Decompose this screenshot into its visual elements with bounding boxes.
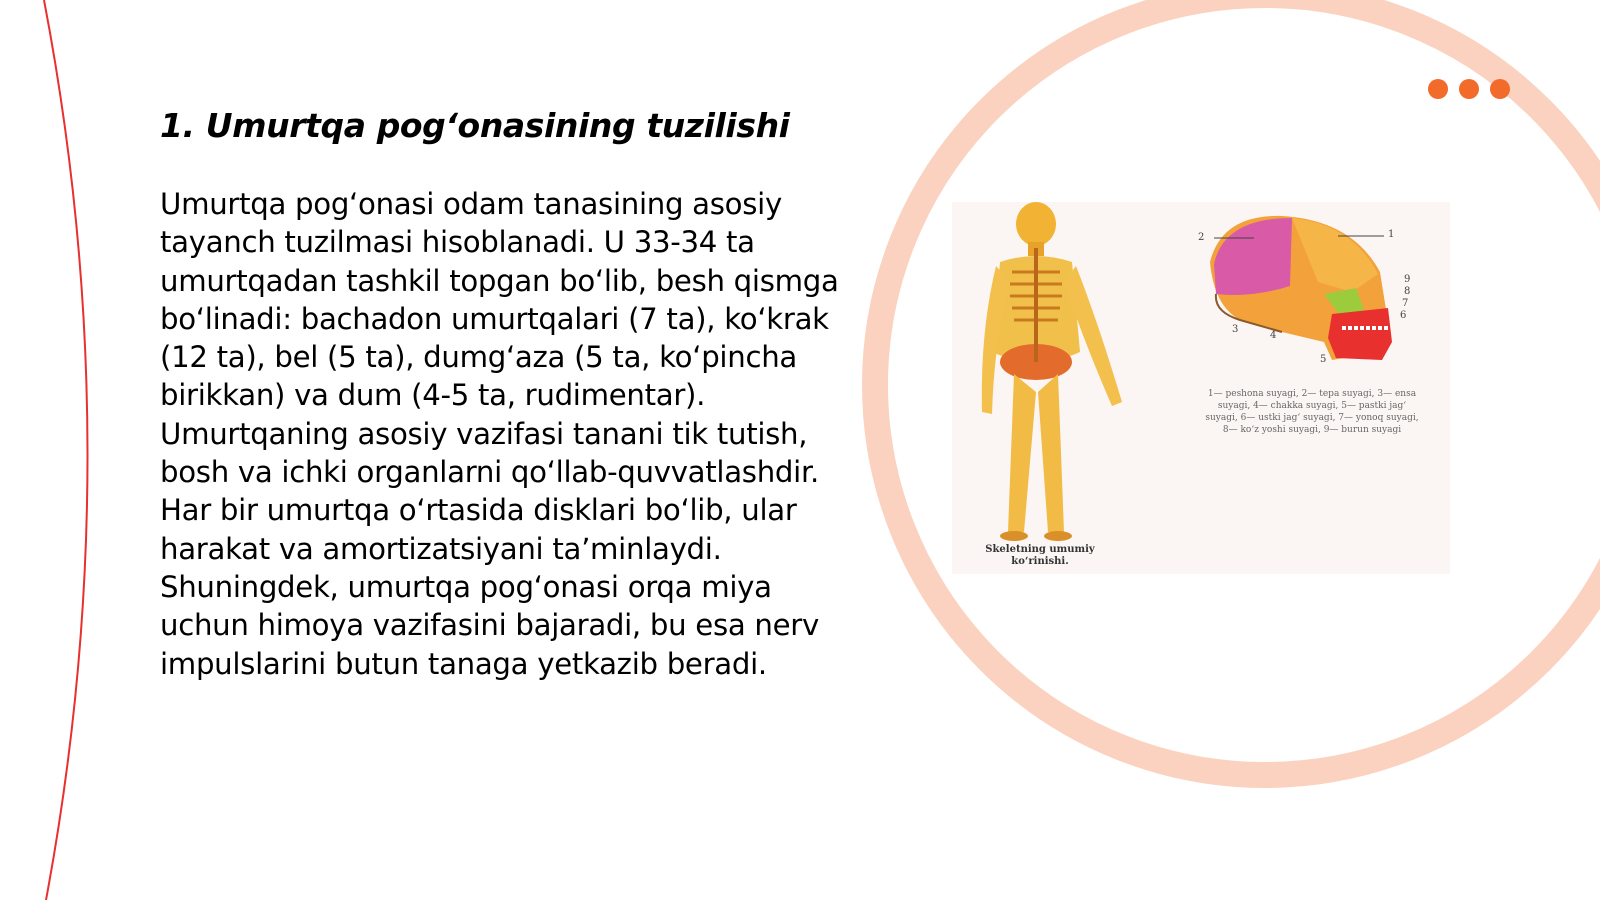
anatomy-figure xyxy=(952,202,1450,574)
skeleton-caption: Skeletning umumiy ko‘rinishi. xyxy=(985,544,1095,567)
skull-number-4: 4 xyxy=(1270,330,1277,341)
slide-body-text: Umurtqa pog‘onasi odam tanasining asosiy tayanch tuzilmasi hisoblanadi. U 33-34 ta umurtqadan tashkil topgan bo‘lib, besh qismga bo‘linadi: bachadon umurtqalari (7 ta), ko‘krak (12 ta), bel (5 ta), dumg‘aza (5 ta, ko‘pincha birikkan) va dum (4-5 ta, rudimentar). Umurtqaning asosiy vazifasi tanani tik tutish, bosh va ichki organlarni qo‘llab-quvvatlashdir. Har bir umurtqa o‘rtasida disklari bo‘lib, ular harakat va amortizatsiyani ta’minlaydi. Shuningdek, umurtqa pog‘onasi orqa miya uchun himoya vazifasini bajaradi, bu esa nerv impulslarini butun tanaga yetkazib beradi. xyxy=(160,187,839,681)
skull-illustration xyxy=(1210,216,1395,360)
dot xyxy=(1490,79,1510,99)
skull-number-7: 7 xyxy=(1402,298,1409,309)
dot xyxy=(1428,79,1448,99)
skull-number-2: 2 xyxy=(1198,232,1205,243)
dot xyxy=(1459,79,1479,99)
skull-legend-caption: 1— peshona suyagi, 2— tepa suyagi, 3— ensa suyagi, 4— chakka suyagi, 5— pastki jag‘ suyagi, 6— ustki jag‘ suyagi, 7— yonoq suyagi, 8— ko‘z yoshi suyagi, 9— burun suyagi xyxy=(1205,389,1419,435)
skull-number-8: 8 xyxy=(1404,286,1411,297)
decorative-dots xyxy=(1428,79,1510,99)
skeleton-illustration xyxy=(982,202,1122,541)
left-red-curve xyxy=(44,0,88,900)
slide-title: 1. Umurtqa pog‘onasining tuzilishi xyxy=(160,106,790,145)
skull-number-5: 5 xyxy=(1320,354,1327,365)
skull-number-6: 6 xyxy=(1400,310,1407,321)
skull-number-1: 1 xyxy=(1388,229,1395,240)
skull-number-9: 9 xyxy=(1404,274,1411,285)
skull-number-3: 3 xyxy=(1232,324,1239,335)
